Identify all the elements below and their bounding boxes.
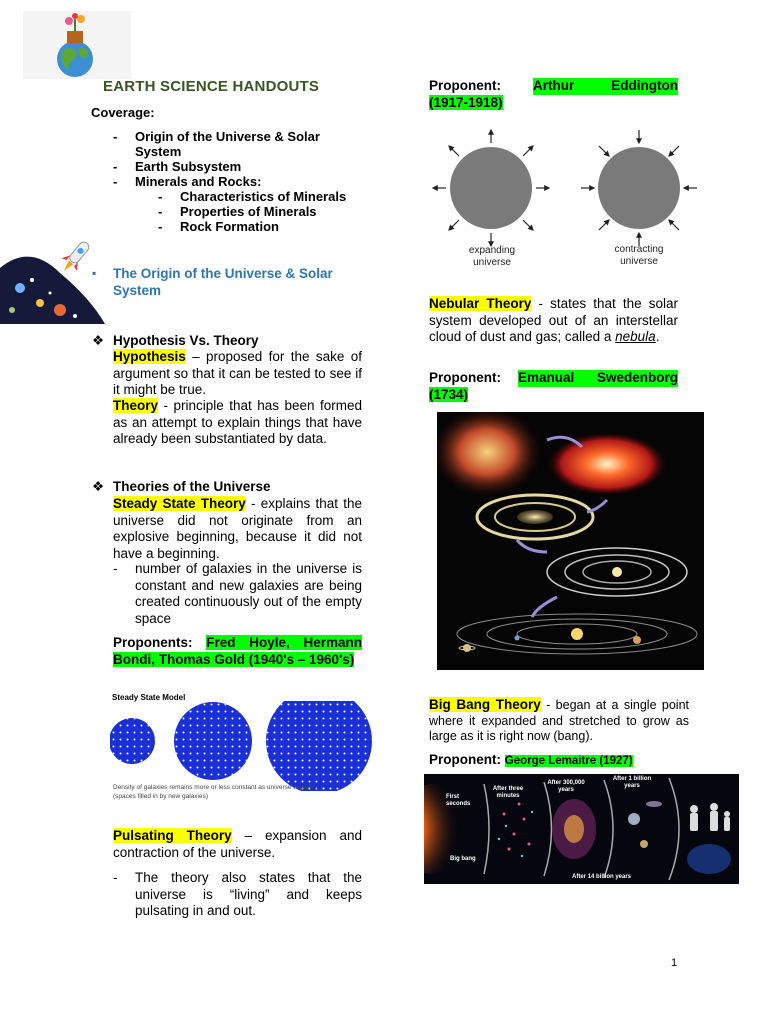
pulsating-term: Pulsating Theory	[113, 828, 232, 843]
swedenborg-name: Emanual Swedenborg	[518, 370, 678, 385]
nebular-end: .	[655, 329, 660, 344]
contracting-label-line: universe	[620, 256, 658, 267]
coverage-item: - Earth Subsystem	[113, 159, 363, 174]
theories-heading: Theories of the Universe	[113, 479, 271, 494]
bigbang-definition	[429, 697, 689, 745]
contracting-label	[594, 244, 684, 268]
steady-state-sub	[113, 561, 362, 627]
proponents-names: Fred Hoyle, Hermann Bondi, Thomas Gold (1940's – 1960's)	[113, 635, 362, 667]
hypothesis-def: – proposed for the sake of argument so that it can be tested to see if it might be true.	[113, 349, 362, 397]
expanding-label-line: universe	[473, 257, 511, 268]
proponent-label: Proponent:	[429, 752, 501, 767]
bb-label-first: First seconds	[446, 794, 471, 807]
lemaitre-proponent	[429, 752, 689, 770]
page-number: 1	[671, 957, 678, 969]
rocket-space-image	[0, 238, 105, 324]
theory-def: - principle that has been formed as an attempt to explain things that have already been substantiated by data.	[113, 398, 362, 446]
eddington-proponent	[429, 78, 678, 111]
sub-coverage-item: - Properties of Minerals	[158, 204, 363, 219]
section-bullet: ▪	[92, 266, 97, 280]
steady-state-figure	[110, 693, 380, 805]
steady-state-definition	[113, 496, 362, 562]
coverage-list	[113, 129, 363, 234]
steady-proponents	[113, 635, 362, 668]
pulsating-sub	[113, 870, 362, 920]
bb-label-fourteen: After 14 billion years	[572, 874, 632, 880]
proponent-label: Proponent:	[429, 370, 501, 385]
nebular-def: - states that the solar system developed out of an interstellar cloud of dust and gas; called a	[429, 296, 678, 344]
nebular-definition	[429, 296, 678, 346]
coverage-item: - Origin of the Universe & Solar System	[113, 129, 363, 159]
figure-caption-line: (spaces filled in by new galaxies)	[113, 793, 209, 800]
sub-coverage-item: - Rock Formation	[158, 219, 363, 234]
theory-term: Theory	[113, 398, 159, 413]
swedenborg-years: (1734)	[429, 386, 469, 402]
pulsating-definition	[113, 828, 362, 861]
contracting-label-line: contracting	[614, 244, 664, 255]
figure-title: Steady State Model	[112, 693, 186, 702]
bigbang-image	[424, 774, 739, 884]
hypothesis-term: Hypothesis	[113, 349, 186, 364]
hypothesis-bullet: ❖	[92, 333, 105, 348]
theory-definition	[113, 398, 362, 448]
hypothesis-heading: Hypothesis Vs. Theory	[113, 333, 259, 348]
lemaitre-name: George Lemaitre (1927)	[504, 755, 633, 767]
theories-bullet: ❖	[92, 479, 105, 494]
proponents-label: Proponents:	[113, 635, 207, 650]
sub-coverage-item: - Characteristics of Minerals	[158, 189, 363, 204]
figure-caption-line: Density of galaxies remains more or less constant as universe expands	[113, 784, 318, 791]
coverage-label: Coverage:	[91, 105, 155, 120]
coverage-item: - Minerals and Rocks:	[113, 174, 363, 189]
steady-state-sub-item: - number of galaxies in the universe is constant and new galaxies are being created continuously out of the empty space	[113, 561, 362, 627]
steady-state-term: Steady State Theory	[113, 496, 246, 511]
proponent-label: Proponent:	[429, 78, 501, 93]
bb-label-three: After three minutes	[492, 786, 524, 799]
pulsating-sub-item: - The theory also states that the universe is “living” and keeps pulsating in and out.	[113, 870, 362, 920]
expanding-contracting-diagram	[429, 128, 699, 274]
hypothesis-definition	[113, 349, 362, 399]
bigbang-term: Big Bang Theory	[429, 697, 541, 712]
section-title: The Origin of the Universe & Solar System	[113, 266, 333, 298]
pulsating-def: – expansion and contraction of the universe.	[113, 828, 362, 860]
eddington-years: (1917-1918)	[429, 94, 503, 110]
nebular-term: Nebular Theory	[429, 296, 532, 311]
bigbang-def: - began at a single point where it expanded and stretched to grow as large as it is right now (bang).	[429, 698, 689, 743]
steady-state-def: - explains that the universe did not originate from an explosive beginning, because it did not have a beginning.	[113, 496, 362, 561]
nebular-image	[437, 412, 704, 670]
expanding-label-line: expanding	[468, 245, 516, 256]
figure-caption	[113, 783, 318, 801]
bb-label-300k: After 300,000 years	[547, 780, 585, 793]
nebula-word: nebula	[615, 329, 656, 344]
bb-label-billion: After 1 billion years	[612, 776, 652, 789]
eddington-name: Arthur Eddington	[533, 78, 678, 93]
page-title: EARTH SCIENCE HANDOUTS	[103, 78, 320, 95]
steady-state-circles	[110, 701, 380, 791]
logo	[23, 11, 131, 79]
expanding-label	[447, 245, 537, 269]
swedenborg-proponent	[429, 370, 678, 403]
bb-label-bigbang: Big bang	[450, 856, 476, 862]
